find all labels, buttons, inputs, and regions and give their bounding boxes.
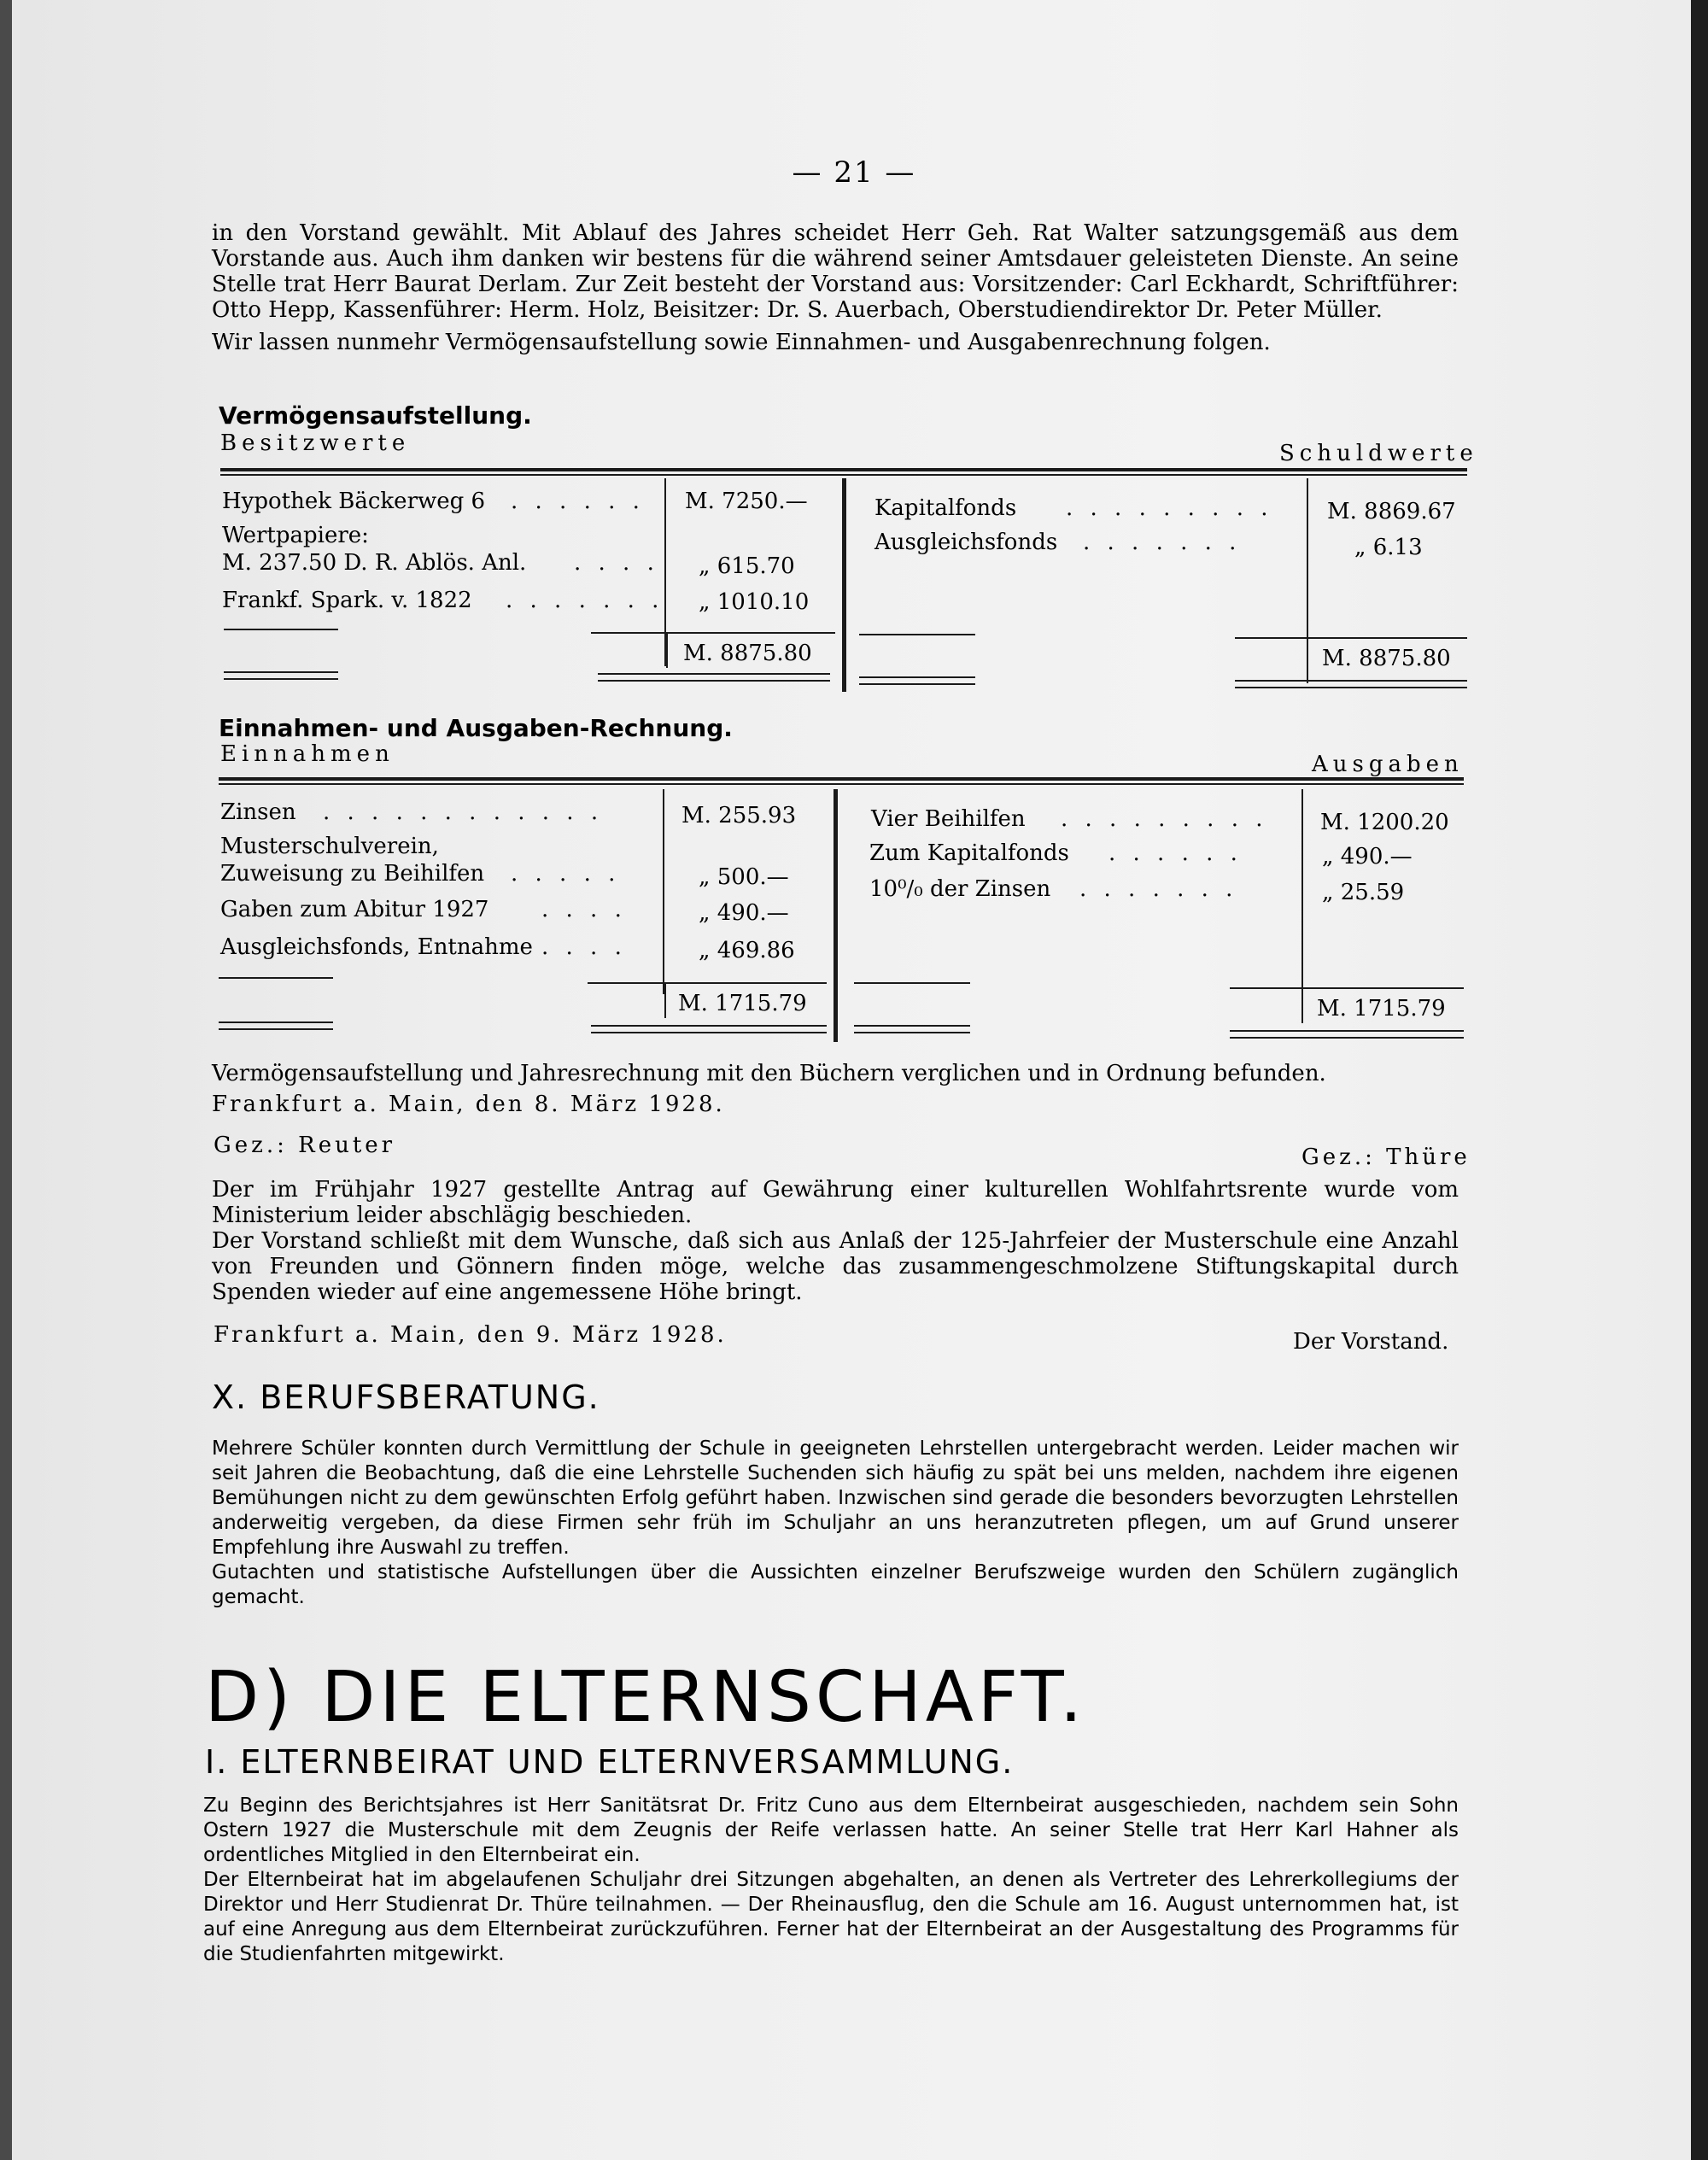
pruefung-block [212, 1061, 1459, 1117]
vermoegen-left-total-double-rule [598, 673, 830, 675]
antrag-signature: Der Vorstand. [1293, 1329, 1449, 1355]
rechnung-right-head: Ausgaben [1312, 752, 1464, 777]
vermoegen-right-total: M. 8875.80 [1322, 646, 1451, 671]
rechnung-left-row-value: „ 490.— [699, 900, 789, 926]
rechnung-left-total-double-rule [591, 1025, 827, 1027]
rechnung-right-double-rule [854, 1032, 970, 1033]
rechnung-right-row-dots: . . . . . . . . . [1061, 806, 1268, 832]
rechnung-left-row-value: „ 500.— [699, 864, 789, 890]
rechnung-right-value-divider [1301, 789, 1303, 1003]
antrag-paragraph: Der im Frühjahr 1927 gestellte Antrag auf Gewährung einer kulturellen Wohlfahrtsrente wurde vom Ministerium leider abschlägig beschieden. [212, 1177, 1459, 1228]
rechnung-right-sum-rule [1230, 987, 1464, 989]
vermoegen-right-sum-tick [1307, 641, 1308, 675]
rechnung-center-divider [834, 789, 838, 1042]
vermoegen-left-double-rule [224, 678, 338, 680]
vermoegen-right-row-dots: . . . . . . . . . [1066, 495, 1273, 521]
rechnung-right-row-value: „ 490.— [1322, 844, 1413, 869]
vermoegen-right-double-rule [859, 683, 975, 685]
elternschaft-block [203, 1794, 1459, 1967]
vermoegen-left-head: Besitzwerte [220, 430, 411, 456]
vermoegen-right-row-label: Kapitalfonds [874, 495, 1017, 521]
rechnung-left-row-value: M. 255.93 [681, 803, 797, 828]
berufsberatung-block [212, 1437, 1459, 1610]
antrag-place-date: Frankfurt a. Main, den 9. März 1928. [214, 1322, 727, 1348]
berufsberatung-paragraph: Gutachten und statistische Aufstellungen über die Aussichten einzelner Berufszweige wurden den Schülern zugänglich gemacht. [212, 1561, 1459, 1608]
rechnung-top-rule [219, 777, 1464, 781]
rechnung-left-row-dots: . . . . [541, 897, 627, 922]
rechnung-left-sum-rule [588, 982, 827, 984]
berufsberatung-title: X. BERUFSBERATUNG. [212, 1379, 600, 1416]
rechnung-right-row-value: „ 25.59 [1322, 880, 1405, 905]
vermoegen-left-row-dots: . . . . . . . [506, 588, 664, 613]
vermoegen-left-row-value: M. 7250.— [685, 489, 808, 514]
elternschaft-paragraph: Der Elternbeirat hat im abgelaufenen Schuljahr drei Sitzungen abgehalten, an denen als Vertreter des Lehrerkollegiums der Direktor und Herr Studienrat Dr. Thüre teilnahmen. — Der Rheinausflug, den die Schule am 16. August unternommen hat, ist auf eine Anregung aus dem Elternbeirat zurückzuführen. Ferner hat der Elternbeirat an der Ausgestaltung des Programms für die Studienfahrten mitgewirkt. [203, 1869, 1459, 1965]
rechnung-left-row-label: Ausgleichsfonds, Entnahme [220, 934, 533, 960]
rechnung-right-short-rule [854, 982, 970, 984]
rechnung-right-sum-tick [1301, 989, 1303, 1023]
vermoegen-top-rule [220, 468, 1467, 471]
vermoegen-right-row-value: M. 8869.67 [1327, 499, 1456, 524]
rechnung-left-row-label: Musterschulverein, [220, 834, 439, 859]
rechnung-right-row-label: 10⁰/₀ der Zinsen [869, 876, 1051, 902]
rechnung-left-row-dots: . . . . . . . . . . . . [323, 799, 604, 825]
rechnung-right-total-double-rule [1230, 1037, 1464, 1039]
vermoegen-title: Vermögensaufstellung. [219, 401, 532, 430]
rechnung-right-total: M. 1715.79 [1317, 996, 1446, 1021]
elternschaft-title: D) DIE ELTERNSCHAFT. [205, 1657, 1087, 1738]
signature-reuter: Gez.: Reuter [214, 1133, 396, 1158]
rechnung-left-short-rule [219, 977, 333, 979]
vermoegen-left-total-double-rule [598, 680, 830, 682]
pruefung-text: Vermögensaufstellung und Jahresrechnung mit den Büchern verglichen und in Ordnung befunden. [212, 1061, 1326, 1086]
vermoegen-right-total-double-rule [1235, 687, 1467, 688]
rechnung-left-row-label: Zuweisung zu Beihilfen [220, 861, 485, 887]
signature-thuere: Gez.: Thüre [1301, 1144, 1471, 1170]
rechnung-title: Einnahmen- und Ausgaben-Rechnung. [219, 714, 733, 742]
rechnung-left-total-double-rule [591, 1032, 827, 1033]
intro-paragraph: in den Vorstand gewählt. Mit Ablauf des Jahres scheidet Herr Geh. Rat Walter satzungsgemäß aus dem Vorstande aus. Auch ihm danken wir bestens für die während seiner Amtsdauer geleisteten Dienste. An seine Stelle trat Herr Baurat Derlam. Zur Zeit besteht der Vorstand aus: Vorsitzender: Carl Eckhardt, Schriftführer: Otto Hepp, Kassenführer: Herm. Holz, Beisitzer: Dr. S. Auerbach, Oberstudiendirektor Dr. Peter Müller. [212, 220, 1459, 323]
vermoegen-left-row-label: Frankf. Spark. v. 1822 [222, 588, 472, 613]
rechnung-left-row-dots: . . . . [541, 934, 627, 960]
vermoegen-top-rule-thin [220, 474, 1467, 476]
rechnung-left-row-label: Gaben zum Abitur 1927 [220, 897, 489, 922]
vermoegen-left-row-label: Hypothek Bäckerweg 6 [222, 489, 486, 514]
antrag-block [212, 1177, 1459, 1305]
elternbeirat-subtitle: I. ELTERNBEIRAT UND ELTERNVERSAMMLUNG. [205, 1743, 1015, 1781]
rechnung-right-row-label: Zum Kapitalfonds [869, 840, 1069, 866]
vermoegen-left-row-label: Wertpapiere: [222, 523, 369, 548]
rechnung-top-rule-thin [219, 783, 1464, 785]
vermoegen-center-divider [842, 478, 846, 692]
vermoegen-right-row-label: Ausgleichsfonds [874, 530, 1058, 555]
berufsberatung-paragraph: Mehrere Schüler konnten durch Vermittlung der Schule in geeigneten Lehrstellen untergebracht werden. Leider machen wir seit Jahren die Beobachtung, daß die eine Lehrstelle Suchenden sich häufig zu spät bei uns melden, nachdem ihre eigenen Bemühungen nicht zu dem gewünschten Erfolg geführt haben. Inzwischen sind gerade die besonders bevorzugten Lehrstellen anderweitig vergeben, da diese Firmen sehr früh im Schuljahr an uns heranzutreten pflegen, um auf Grund unserer Empfehlung ihre Auswahl zu treffen. [212, 1437, 1459, 1559]
rechnung-right-double-rule [854, 1025, 970, 1027]
vermoegen-right-sum-rule [1235, 637, 1467, 639]
vermoegen-left-short-rule [224, 629, 338, 630]
rechnung-right-row-dots: . . . . . . [1108, 840, 1243, 866]
scan-edge-right [1691, 0, 1708, 2160]
vermoegen-left-row-value: „ 1010.10 [699, 589, 810, 615]
rechnung-left-row-value: „ 469.86 [699, 938, 795, 963]
rechnung-left-head: Einnahmen [220, 741, 395, 767]
rechnung-right-row-value: M. 1200.20 [1320, 810, 1449, 835]
pruefung-place-date: Frankfurt a. Main, den 8. März 1928. [212, 1092, 725, 1117]
vermoegen-left-row-value: „ 615.70 [699, 553, 795, 579]
vermoegen-right-total-double-rule [1235, 680, 1467, 682]
rechnung-left-row-label: Zinsen [220, 799, 296, 825]
antrag-paragraph: Der Vorstand schließt mit dem Wunsche, daß sich aus Anlaß der 125-Jahrfeier der Musterschule eine Anzahl von Freunden und Gönnern finden möge, welche das zusammengeschmolzene Stiftungskapital durch Spenden wieder auf eine angemessene Höhe bringt. [212, 1228, 1459, 1305]
scan-edge-left [0, 0, 12, 2160]
rechnung-left-total: M. 1715.79 [678, 991, 807, 1016]
vermoegen-left-sum-rule [591, 632, 835, 634]
vermoegen-left-row-dots: . . . . [574, 550, 659, 576]
rechnung-left-double-rule [219, 1021, 333, 1023]
rechnung-right-total-double-rule [1230, 1030, 1464, 1032]
vermoegen-right-row-dots: . . . . . . . [1083, 530, 1242, 555]
vermoegen-left-sum-tick [666, 634, 668, 668]
vermoegen-right-head: Schuldwerte [1279, 441, 1478, 466]
intro-transition: Wir lassen nunmehr Vermögensaufstellung sowie Einnahmen- und Ausgabenrechnung folgen. [212, 330, 1271, 355]
rechnung-left-sum-tick [664, 984, 666, 1018]
intro-text [212, 220, 1459, 355]
rechnung-left-double-rule [219, 1028, 333, 1030]
rechnung-right-row-dots: . . . . . . . [1079, 876, 1238, 902]
vermoegen-right-double-rule [859, 676, 975, 678]
elternschaft-paragraph: Zu Beginn des Berichtsjahres ist Herr Sanitätsrat Dr. Fritz Cuno aus dem Elternbeirat ausgeschieden, nachdem sein Sohn Ostern 1927 die Musterschule mit dem Zeugnis der Reife verlassen hatte. An seiner Stelle trat Herr Karl Hahner als ordentliches Mitglied in den Elternbeirat ein. [203, 1794, 1459, 1866]
rechnung-left-row-dots: . . . . . [511, 861, 621, 887]
vermoegen-left-row-dots: . . . . . . [511, 489, 645, 514]
rechnung-right-row-label: Vier Beihilfen [871, 806, 1026, 832]
vermoegen-right-short-rule [859, 634, 975, 635]
vermoegen-left-row-label: M. 237.50 D. R. Ablös. Anl. [222, 550, 527, 576]
page-number: — 21 — [792, 155, 916, 190]
rechnung-left-value-divider [663, 789, 664, 994]
vermoegen-right-row-value: „ 6.13 [1354, 535, 1423, 560]
vermoegen-left-total: M. 8875.80 [683, 641, 812, 666]
vermoegen-left-double-rule [224, 671, 338, 673]
